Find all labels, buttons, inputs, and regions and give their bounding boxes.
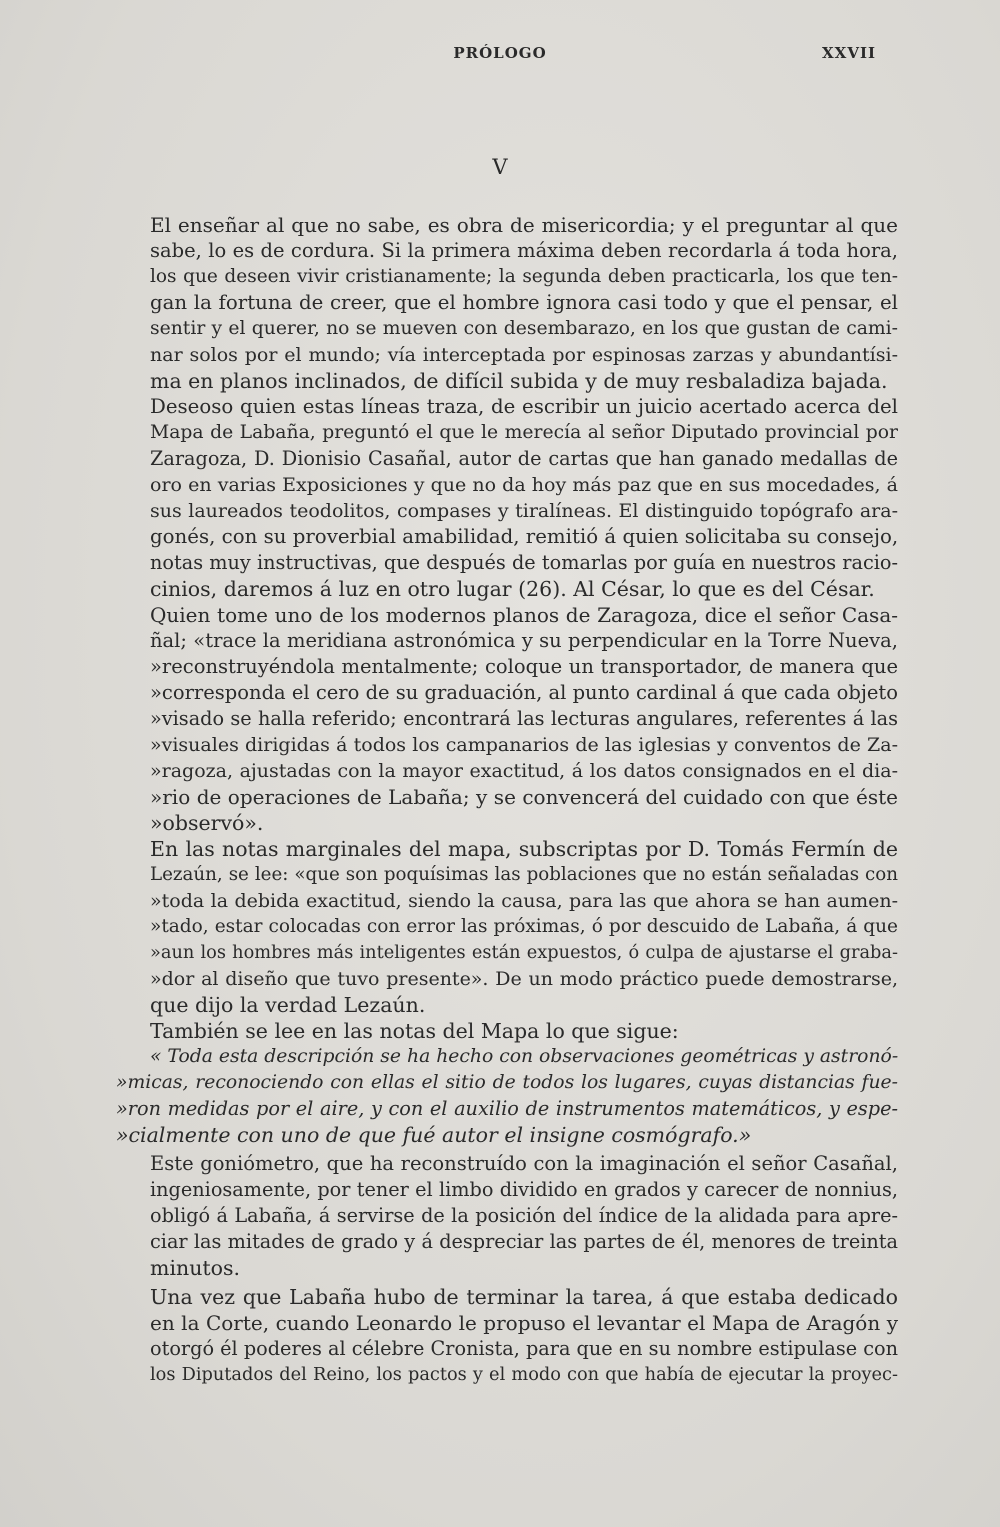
text-line: cinios, daremos á luz en otro lugar (26). Al César, lo que es del César. (150, 577, 875, 601)
text-line: »aun los hombres más inteligentes están expuestos, ó culpa de ajustarse el graba- (150, 943, 898, 963)
text-line: gonés, con su proverbial amabilidad, remitió á quien solicitaba su consejo, (150, 525, 899, 548)
text-line: Este goniómetro, que ha reconstruído con la imaginación el señor Casañal, (150, 1152, 898, 1175)
text-line: sentir y el querer, no se mueven con desembarazo, en los que gustan de cami- (150, 318, 898, 339)
text-line: ñal; «trace la meridiana astronómica y su perpendicular en la Torre Nueva, (150, 629, 898, 652)
paragraph-2 (116, 394, 898, 602)
text-line: obligó á Labaña, á servirse de la posición del índice de la alidada para apre- (150, 1204, 898, 1227)
text-line: Zaragoza, D. Dionisio Casañal, autor de cartas que han ganado medallas de (150, 447, 898, 470)
text-line: »corresponda el cero de su graduación, al punto cardinal á que cada objeto (150, 681, 898, 704)
text-line: nar solos por el mundo; vía interceptada por espinosas zarzas y abundantísi- (150, 344, 898, 366)
paragraph-7 (116, 1284, 898, 1388)
text-line: notas muy instructivas, que después de tomarlas por guía en nuestros racio- (150, 551, 898, 574)
text-line: »observó». (150, 811, 264, 835)
text-line: También se lee en las notas del Mapa lo que sigue: (150, 1019, 679, 1043)
paragraph-1 (116, 212, 898, 394)
text-line: minutos. (150, 1256, 241, 1280)
quote-line: « Toda esta descripción se ha hecho con observaciones geométricas y astronó- (150, 1046, 899, 1067)
text-line: En las notas marginales del mapa, subscriptas por D. Tomás Fermín de (150, 837, 898, 861)
text-line: Quien tome uno de los modernos planos de Zaragoza, dice el señor Casa- (150, 603, 898, 627)
running-header: PRÓLOGO (453, 44, 547, 62)
text-line: en la Corte, cuando Leonardo le propuso el levantar el Mapa de Aragón y (150, 1311, 898, 1335)
text-line: »visado se halla referido; encontrará las lecturas angulares, referentes á las (150, 707, 898, 730)
text-line: los Diputados del Reino, los pactos y el modo con que había de ejecutar la proyec- (150, 1365, 898, 1385)
text-line: sabe, lo es de cordura. Si la primera máxima deben recordarla á toda hora, (150, 239, 898, 262)
text-line: »dor al diseño que tuvo presente». De un modo práctico puede demostrarse, (150, 968, 898, 990)
text-line: otorgó él poderes al célebre Cronista, para que en su nombre estipulase con (150, 1337, 899, 1360)
text-line: El enseñar al que no sabe, es obra de misericordia; y el preguntar al que (150, 213, 898, 237)
text-line: gan la fortuna de creer, que el hombre ignora casi todo y que el pensar, el (150, 291, 898, 314)
text-line: Lezaún, se lee: «que son poquísimas las poblaciones que no están señaladas con (150, 864, 898, 885)
paragraph-4 (116, 836, 898, 1018)
page-number: XXVII (822, 44, 876, 62)
text-line: »rio de operaciones de Labaña; y se convencerá del cuidado con que éste (150, 785, 898, 809)
text-line: »ragoza, ajustadas con la mayor exactitud, á los datos consignados en el dia- (150, 760, 898, 782)
text-line: oro en varias Exposiciones y que no da hoy más paz que en sus mocedades, á (150, 474, 898, 496)
text-line: »visuales dirigidas á todos los campanarios de las iglesias y conventos de Za- (150, 734, 898, 756)
quote-line: »micas, reconociendo con ellas el sitio de todos los lugares, cuyas distancias fue- (116, 1072, 898, 1093)
paragraph-3 (116, 602, 898, 836)
section-numeral: V (492, 155, 508, 179)
paragraph-5 (116, 1018, 898, 1044)
text-line: los que deseen vivir cristianamente; la segunda deben practicarla, los que ten- (150, 266, 898, 287)
text-line: »reconstruyéndola mentalmente; coloque un transportador, de manera que (150, 655, 898, 678)
text-line: Deseoso quien estas líneas traza, de escribir un juicio acertado acerca del (150, 395, 898, 418)
text-line: Una vez que Labaña hubo de terminar la tarea, á que estaba dedicado (150, 1285, 898, 1309)
text-line: ciar las mitades de grado y á despreciar las partes de él, menores de treinta (150, 1230, 898, 1253)
text-line: ma en planos inclinados, de difícil subida y de muy resbaladiza bajada. (150, 369, 888, 393)
body-text (116, 212, 898, 1388)
quote-line: »cialmente con uno de que fué autor el insigne cosmógrafo.» (116, 1123, 752, 1147)
text-line: ingeniosamente, por tener el limbo dividido en grados y carecer de nonnius, (150, 1178, 898, 1201)
block-quote (116, 1044, 898, 1148)
text-line: que dijo la verdad Lezaún. (150, 993, 426, 1017)
paragraph-6 (116, 1151, 898, 1281)
text-line: »tado, estar colocadas con error las próximas, ó por descuido de Labaña, á que (150, 916, 898, 937)
text-line: Mapa de Labaña, preguntó el que le merecía al señor Diputado provincial por (150, 422, 898, 443)
quote-line: »ron medidas por el aire, y con el auxilio de instrumentos matemáticos, y espe- (116, 1097, 898, 1120)
text-line: sus laureados teodolitos, compases y tiralíneas. El distinguido topógrafo ara- (150, 500, 898, 522)
text-line: »toda la debida exactitud, siendo la causa, para las que ahora se han aumen- (150, 890, 898, 912)
